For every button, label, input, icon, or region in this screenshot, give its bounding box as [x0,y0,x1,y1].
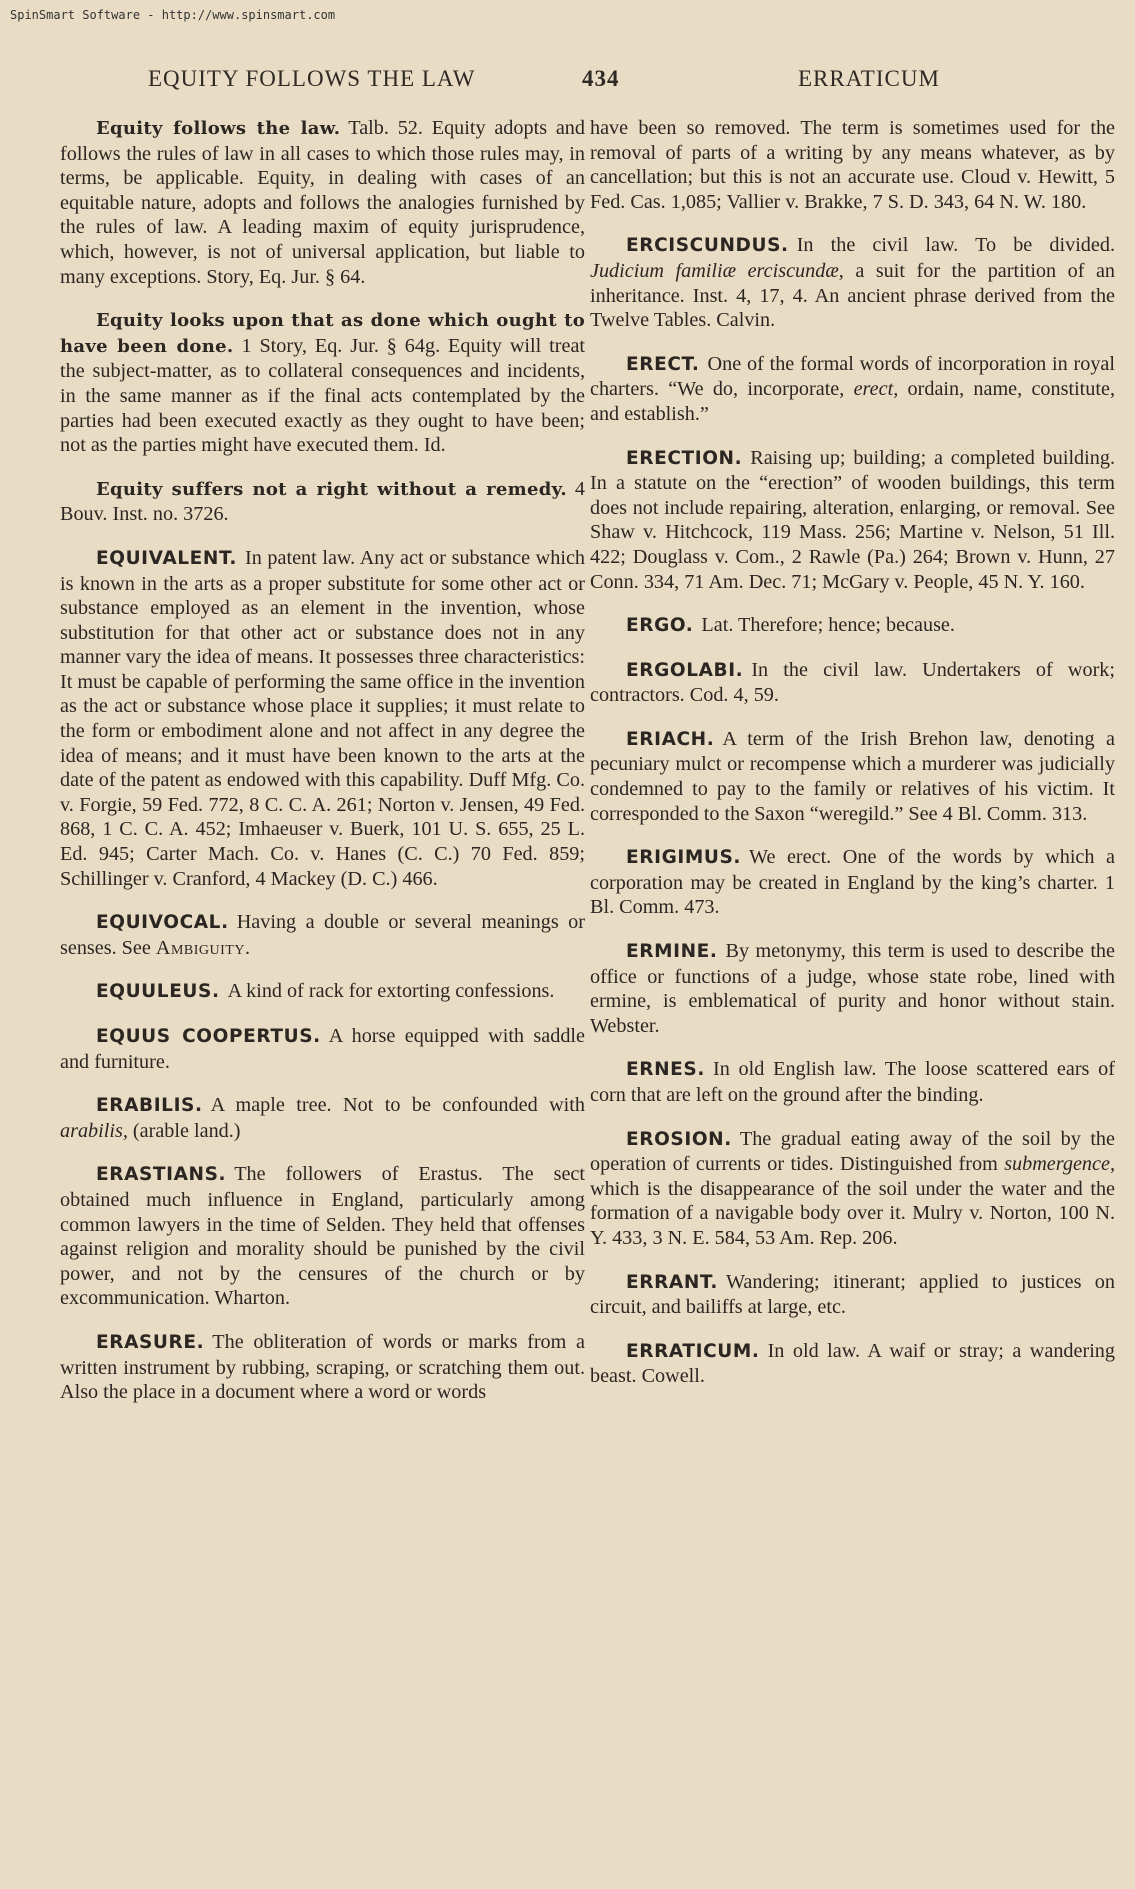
entry-equity-suffers [60,477,585,527]
entry-headword: Equity suffers not a right without a remedy. [96,478,567,500]
entry-equivocal [60,910,585,960]
entry-text: We erect. One of the words by which a corporation may be created in England by the king’s charter. 1 Bl. Comm. 473. [590,846,1115,919]
entry-text: In the civil law. To be divided. [796,234,1115,257]
entry-text-continued: a suit for the partition of an inheritance. Inst. 4, 17, 4. An ancient phrase derived from the Twelve Tables. Calvin. [590,259,1115,332]
entry-text: A kind of rack for extorting confessions. [227,980,555,1003]
entry-text-continued: which is the disappearance of the soil under the water and the formation of a navigable body over it. Mulry v. Norton, 100 N. Y. 433, 3 N. E. 584, 53 Am. Rep. 206. [590,1177,1115,1249]
entry-text-continued: (arable land.) [132,1119,241,1142]
entry-text: Having a double or several meanings or senses. See [60,911,585,959]
header-right-guideword: ERRATICUM [798,66,940,91]
page-number: 434 [582,66,620,91]
entry-text: In old English law. The loose scattered ears of corn that are left on the ground after the binding. [590,1058,1115,1106]
entry-headword: ERCISCUNDUS. [626,235,789,257]
entry-ermine [590,939,1115,1038]
entry-text: Raising up; building; a completed building. In a statute on the “erection” of wooden buildings, this term does not include repairing, alteration, enlarging, or removal. See Shaw v. Hitchcock, 119 Mass. 256; Martine v. Nelson, 51 Ill. 422; Douglass v. Com., 2 Rawle (Pa.) 264; Brown v. Hunn, 27 Conn. 334, 71 Am. Dec. 71; McGary v. People, 45 N. Y. 160. [590,446,1115,593]
entry-text: 1 Story, Eq. Jur. § 64g. Equity will treat the subject-matter, as to collateral consequences and incidents, in the same manner as if the final acts contemplated by the parties had been executed exactly as they ought to have been; not as the parties might have executed them. Id. [60,334,585,457]
entry-equity-follows-the-law [60,116,585,289]
entry-erastians [60,1162,585,1311]
entry-headword: ERRATICUM. [626,1340,760,1362]
entry-text: Wandering; itinerant; applied to justices on circuit, and bailiffs at large, etc. [590,1270,1115,1319]
cross-reference: Ambiguity. [155,936,251,959]
entry-erection [590,446,1115,595]
entry-text: 4 Bouv. Inst. no. 3726. [60,477,585,526]
entry-erosion [590,1127,1115,1251]
entry-equivalent [60,546,585,891]
entry-erigimus [590,845,1115,920]
entry-equus-coopertus [60,1024,585,1074]
left-column [60,116,585,1856]
entry-text: Talb. 52. Equity adopts and follows the rules of law in all cases to which those rules may, in terms, be applicable. Equity, in dealing with cases of an equitable nature, adopts and follows the analogies furnished by the rules of law. A leading maxim of equity jurisprudence, which, however, is not of universal application, but liable to many exceptions. Story, Eq. Jur. § 64. [60,117,585,288]
entry-italic-term: erect, [853,378,899,401]
entry-italic-term: arabilis, [60,1119,128,1142]
entry-text: A term of the Irish Brehon law, denoting a pecuniary mulct or recompense which a murderer was judicially condemned to pay to the family or relatives of his victim. It corresponded to the Saxon “weregild.” See 4 Bl. Comm. 313. [590,727,1115,825]
entry-headword: ERABILIS. [96,1095,203,1117]
entry-ergolabi [590,658,1115,708]
entry-text: The gradual eating away of the soil by the operation of currents or tides. Distinguished from [590,1127,1115,1176]
entry-text: The obliteration of words or marks from a written instrument by rubbing, scraping, or scratching them out. Also the place in a document where a word or words [60,1330,585,1404]
entry-equuleus [60,979,585,1005]
entry-text: In old law. A waif or stray; a wandering beast. Cowell. [590,1339,1115,1388]
entry-text: In patent law. Any act or substance which is known in the arts as a proper substitute for some other act or substance employed as an element in the invention, whose substitution for that other act or substance does not in any manner vary the idea of means. It possesses three characteristics: It must be capable of performing the same office in the invention as the act or substance whose place it supplies; it must relate to the form or embodiment alone and not affect in any degree the idea of means; and it must have been known to the arts at the date of the patent as endowed with this capability. Duff Mfg. Co. v. Forgie, 59 Fed. 772, 8 C. C. A. 261; Norton v. Jensen, 49 Fed. 868, 1 C. C. A. 452; Imhaeuser v. Buerk, 101 U. S. 655, 25 L. Ed. 945; Carter Mach. Co. v. Hanes (C. C.) 70 Fed. 859; Schillinger v. Cranford, 4 Mackey (D. C.) 466. [60,546,585,890]
entry-text: have been so removed. The term is sometimes used for the removal of parts of a writing by any means whatever, as by cancellation; but this is not an accurate use. Cloud v. Hewitt, 5 Fed. Cas. 1,085; Vallier v. Brakke, 7 S. D. 343, 64 N. W. 180. [590,117,1115,213]
entry-italic-term: submergence, [1004,1153,1115,1176]
entry-erect [590,352,1115,427]
entry-headword: ERASURE. [96,1331,205,1353]
entry-headword: ERNES. [626,1059,705,1081]
entry-text: In the civil law. Undertakers of work; contractors. Cod. 4, 59. [590,658,1115,707]
entry-erasure-continued [590,116,1115,214]
entry-headword: ERGO. [626,615,694,637]
running-head [0,66,1135,98]
entry-text: Lat. Therefore; hence; because. [701,614,955,637]
entry-text: By metonymy, this term is used to describe the office or functions of a judge, whose state robe, lined with ermine, is emblematical of purity and honor without stain. Webster. [590,940,1115,1037]
entry-headword: EROSION. [626,1128,732,1150]
entry-ergo [590,613,1115,639]
entry-text: A horse equipped with saddle and furniture. [60,1025,585,1073]
entry-headword: Equity follows the law. [96,118,341,139]
entry-headword: ERECT. [626,353,700,375]
header-left-guideword: EQUITY FOLLOWS THE LAW [148,66,476,91]
site-watermark: SpinSmart Software - http://www.spinsmart.com [10,8,336,22]
entry-erraticum [590,1339,1115,1389]
right-column [590,116,1115,1856]
entry-equity-looks-upon [60,308,585,458]
entry-text-continued: ordain, name, constitute, and establish.” [590,378,1115,425]
entry-headword: ERRANT. [626,1271,718,1293]
entry-erciscundus [590,233,1115,332]
entry-headword: EQUIVOCAL. [96,912,229,934]
entry-headword: Equity looks upon that as done which ought to have been done. [60,310,585,357]
entry-headword: ERECTION. [626,447,743,469]
entry-ernes [590,1057,1115,1107]
entry-headword: EQUUS COOPERTUS. [96,1026,321,1047]
entry-headword: ERIACH. [626,728,715,750]
entry-text: A maple tree. Not to be confounded with [210,1094,585,1117]
entry-text: The followers of Erastus. The sect obtained much influence in England, particularly among common lawyers in the time of Selden. They held that offenses against religion and morality should be punished by the civil power, and not by the censures of the church or by excommunication. Wharton. [60,1163,585,1310]
entry-headword: EQUULEUS. [96,981,220,1003]
entry-errant [590,1270,1115,1320]
entry-eriach [590,727,1115,826]
entry-italic-term: Judicium familiæ erciscundæ, [590,259,844,282]
entry-erasure [60,1330,585,1405]
entry-headword: ERGOLABI. [626,659,744,681]
entry-text: One of the formal words of incorporation in royal charters. “We do, incorporate, [590,352,1115,401]
entry-headword: ERASTIANS. [96,1164,227,1186]
entry-erabilis [60,1093,585,1143]
entry-headword: ERIGIMUS. [626,847,742,869]
entry-headword: EQUIVALENT. [96,547,237,569]
entry-headword: ERMINE. [626,941,718,963]
